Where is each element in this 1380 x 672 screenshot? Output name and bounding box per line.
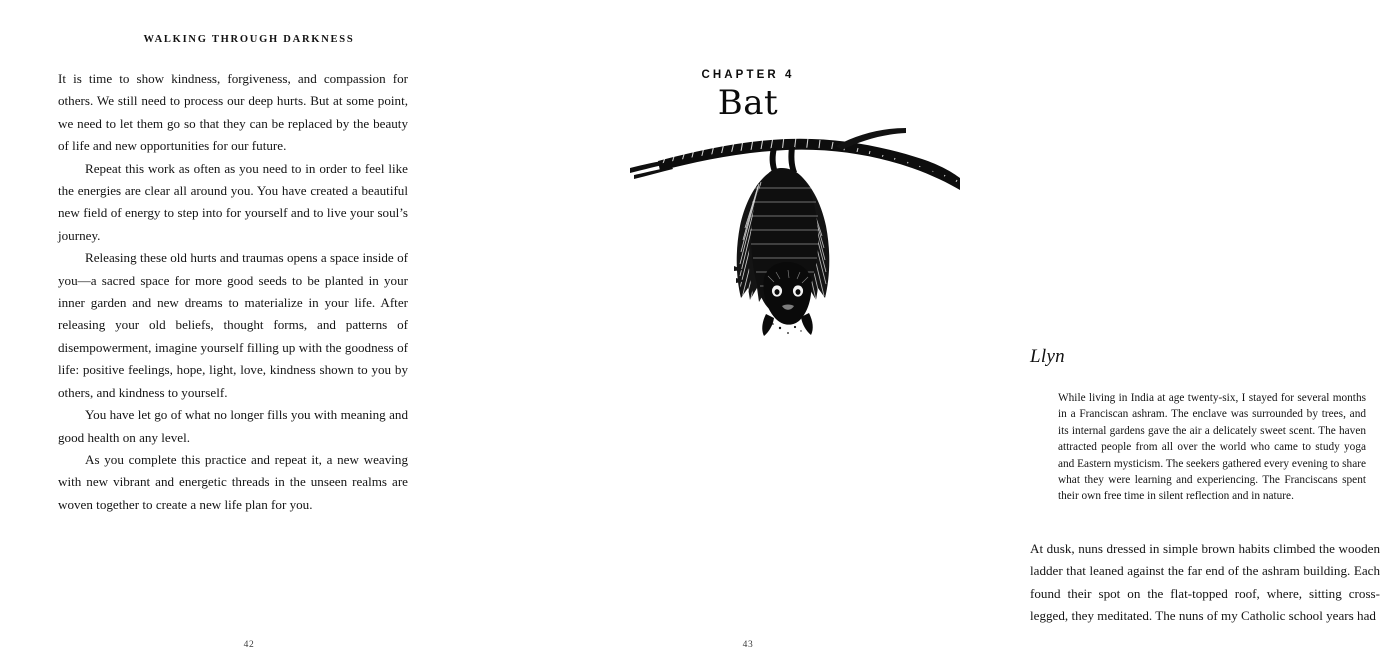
body-paragraph: It is time to show kindness, forgiveness, and compassion for others. We still need to process our deep hurts. But at some point, we need to let them go so that they can be replaced by the beauty of life and new opportunities for our future. [58,71,408,154]
bat-hanging-from-branch-icon [630,128,960,353]
bat-wings-shape [737,172,830,304]
ink-flecks-shape [734,266,746,283]
body-text-column [58,68,408,516]
closing-paragraph: At dusk, nuns dressed in simple brown habits climbed the wooden ladder that leaned against the far end of the ashram building. Each found their spot on the flat-topped roof, where, sitting cross-legged, they meditated. The nuns of my Catholic school years had [1030,541,1380,624]
extract-text: While living in India at age twenty-six, I stayed for several months in a Franciscan ashram. The enclave was surrounded by trees, and its internal gardens gave the air a delicately sweet scent. The haven attracted people from all over the world who came to study yoga and Eastern mysticism. The seekers gathered every evening to share what they were learning and experiencing. The Franciscans spent their own free time in silent reflection and in nature. [1058,392,1366,503]
extract-block [1058,390,1366,505]
bat-head-shape [762,262,812,336]
body-paragraph: Releasing these old hurts and traumas opens a space inside of you—a sacred space for more good seeds to be planted in your inner garden and new dreams to materialize in your life. After releasing your old beliefs, thought forms, and patterns of disempowerment, imagine yourself filling up with the goodness of life: positive feelings, hope, light, love, kindness shown to you by others, and kindness to yourself. [58,250,408,400]
chapter-number-label: CHAPTER 4 [701,69,795,81]
closing-paragraph-block [1030,538,1380,628]
page-number-recto: 43 [742,640,754,650]
bat-claws-shape [762,143,805,172]
body-paragraph: As you complete this practice and repeat it, a new weaving with new vibrant and energetic threads in the unseen realms are woven together to create a new life plan for you. [58,451,408,512]
branch-shape [630,128,960,193]
running-head: WALKING THROUGH DARKNESS [143,34,355,45]
page-number-verso: 42 [243,640,255,650]
section-byline: Llyn [1030,346,1065,367]
body-paragraph: You have let go of what no longer fills you with meaning and good health on any level. [58,407,408,445]
verso-page [0,0,480,672]
chapter-title: Bat [717,83,779,123]
recto-page [480,0,1380,672]
bat-body-shape [750,168,819,314]
body-paragraph: Repeat this work as often as you need to in order to feel like the energies are clear all around you. You have created a beautiful new field of energy to step into for yourself and to live your soul’s journey. [58,160,408,243]
bat-illustration [630,128,960,353]
